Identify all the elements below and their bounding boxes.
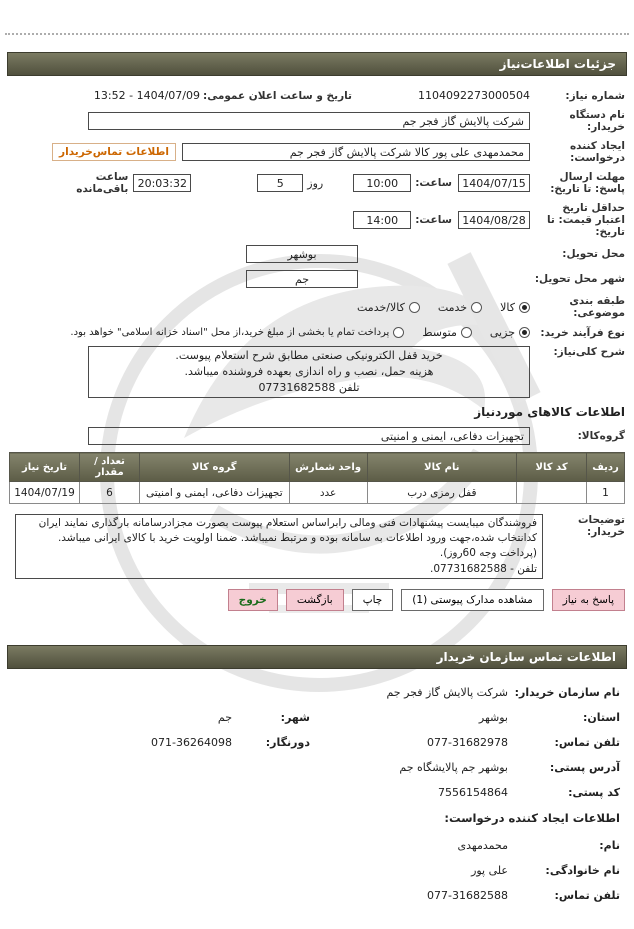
category-option-service-label: خدمت	[437, 300, 468, 314]
row-buyer-notes	[9, 514, 625, 579]
row-response-deadline	[9, 171, 625, 195]
fax-value: 071-36264098	[151, 735, 232, 749]
col-header-item-name: نام کالا	[367, 453, 517, 482]
creator-phone-value: 077-31682588	[427, 888, 508, 902]
treasury-payment-option[interactable]	[70, 327, 404, 338]
section-header-need-details: جزئیات اطلاعات‌نیاز	[7, 52, 627, 76]
need-description-field[interactable]: خرید قفل الکترونیکی صنعتی مطابق شرح استعلام پیوست. هزینه حمل، نصب و راه اندازی بعهده فروشنده میباشد. تلفن 07731682588	[88, 346, 530, 398]
row-need-number	[9, 89, 625, 102]
radio-unchecked-icon[interactable]	[461, 327, 472, 338]
radio-unchecked-icon[interactable]	[471, 302, 482, 313]
cell-unit: عدد	[289, 482, 367, 504]
org-name-value: شرکت پالایش گاز فجر جم	[386, 685, 508, 699]
delivery-city-label: شهر محل تحویل:	[534, 273, 625, 285]
days-unit-label: روز	[307, 176, 324, 190]
category-option-service[interactable]	[438, 301, 482, 314]
item-group-field[interactable]: تجهیزات دفاعی، ایمنی و امنیتی	[88, 427, 530, 445]
city-label: شهر:	[280, 710, 310, 724]
view-attachments-button[interactable]: مشاهده مدارک پیوستی (1)	[401, 589, 543, 611]
first-name-value: محمدمهدی	[457, 838, 508, 852]
buyer-org-field[interactable]: شرکت پالایش گاز فجر جم	[88, 112, 530, 130]
response-deadline-label: مهلت ارسال پاسخ: تا تاریخ:	[550, 171, 625, 195]
item-group-label: گروه‌کالا:	[577, 430, 625, 442]
divider-dotted	[5, 33, 629, 35]
row-org-name	[10, 686, 620, 699]
row-province-city	[10, 711, 620, 724]
back-button[interactable]: بازگشت	[286, 589, 344, 611]
request-creator-field[interactable]: محمدمهدی علی پور کالا شرکت پالایش گاز فجر جم	[182, 143, 530, 161]
row-first-name	[10, 839, 620, 852]
row-purchase-process-type	[9, 326, 625, 339]
request-creator-label: ایجاد کننده درخواست:	[569, 140, 625, 164]
countdown-timer: 20:03:32	[133, 174, 191, 192]
required-items-table	[9, 452, 625, 504]
price-validity-date-field[interactable]: 1404/08/28	[458, 211, 530, 229]
first-name-label: نام:	[599, 838, 620, 852]
respond-to-need-button[interactable]: پاسخ به نیاز	[552, 589, 625, 611]
table-header-row	[10, 453, 625, 482]
col-header-need-date: تاریخ نیاز	[10, 453, 80, 482]
exit-button[interactable]: خروج	[228, 589, 278, 611]
need-number-label: شماره نیاز:	[565, 89, 625, 102]
col-header-item-code: کد کالا	[517, 453, 587, 482]
deadline-date-field[interactable]: 1404/07/15	[458, 174, 530, 192]
city-value: جم	[217, 710, 232, 724]
cell-item-code	[517, 482, 587, 504]
delivery-city-field[interactable]: جم	[246, 270, 358, 288]
category-option-goods[interactable]	[500, 301, 530, 314]
postal-address-value: بوشهر جم پالایشگاه جم	[399, 760, 508, 774]
category-option-goods-service-label: کالا/خدمت	[357, 300, 405, 314]
cell-quantity: 6	[80, 482, 140, 504]
radio-checked-icon[interactable]	[519, 302, 530, 313]
table-row	[10, 482, 625, 504]
province-label: استان:	[583, 710, 620, 724]
purchase-process-label: نوع فرآیند خرید:	[540, 326, 625, 339]
countdown-label: ساعت باقی‌مانده	[76, 171, 129, 195]
category-option-goods-service[interactable]	[357, 301, 420, 314]
row-delivery-city	[9, 270, 625, 288]
delivery-province-label: محل تحویل:	[562, 248, 625, 260]
cell-item-name: قفل رمزی درب	[367, 482, 517, 504]
province-value: بوشهر	[478, 710, 508, 724]
radio-checked-icon[interactable]	[519, 327, 530, 338]
col-header-row-no: ردیف	[587, 453, 625, 482]
org-name-label: نام سازمان خریدار:	[514, 685, 620, 699]
postal-code-label: کد پستی:	[568, 785, 620, 799]
row-price-validity	[9, 202, 625, 238]
row-subject-category	[9, 295, 625, 319]
delivery-province-field[interactable]: بوشهر	[246, 245, 358, 263]
row-request-creator	[9, 140, 625, 164]
action-buttons-row	[9, 589, 625, 611]
row-postal-address	[10, 761, 620, 774]
need-description-label: شرح کلی‌نیاز:	[553, 346, 625, 358]
process-option-petty[interactable]	[490, 326, 530, 339]
last-name-value: علی پور	[471, 863, 508, 877]
category-option-goods-label: کالا	[500, 300, 515, 314]
price-validity-time-field[interactable]: 14:00	[353, 211, 411, 229]
price-validity-hour-label: ساعت:	[415, 214, 452, 226]
fax-label: دورنگار:	[265, 735, 310, 749]
announce-datetime-value: 1404/07/09 - 13:52	[93, 89, 200, 102]
days-remaining-field[interactable]: 5	[257, 174, 303, 192]
treasury-payment-label: پرداخت تمام یا بخشی از مبلغ خرید،از محل "اسناد خزانه اسلامی" خواهد بود.	[70, 327, 390, 338]
buyer-notes-field[interactable]: فروشندگان میبایست پیشنهادات فنی ومالی رابراساس استعلام پیوست بصورت مجزادرسامانه بارگذاری نمایند ایران کدانتخاب شده،جهت ورود اطلاعات به سامانه بوده و مرتبط نمیباشد. ضمنا اولویت خرید با کالای ایرانی میباشد. (پرداخت وجه 60روز). تلفن - 07731682588.	[15, 514, 543, 579]
row-postal-code	[10, 786, 620, 799]
row-last-name	[10, 864, 620, 877]
need-number-value: 1104092273000504	[418, 89, 530, 102]
cell-row-no: 1	[587, 482, 625, 504]
row-item-group	[9, 427, 625, 445]
org-phone-value: 077-31682978	[427, 735, 508, 749]
buyer-notes-label: توضیحات خریدار:	[577, 514, 625, 538]
row-delivery-province	[9, 245, 625, 263]
col-header-item-group: گروه کالا	[139, 453, 289, 482]
announce-datetime-label: تاریخ و ساعت اعلان عمومی:	[203, 89, 352, 102]
cell-need-date: 1404/07/19	[10, 482, 80, 504]
required-items-title: اطلاعات کالاهای موردنیاز	[474, 405, 625, 419]
postal-address-label: آدرس پستی:	[549, 760, 620, 774]
request-creator-info-title: اطلاعات ایجاد کننده درخواست:	[444, 810, 620, 825]
buyer-contact-link[interactable]: اطلاعات تماس‌خریدار	[52, 143, 176, 161]
cell-item-group: تجهیزات دفاعی، ایمنی و امنیتی	[139, 482, 289, 504]
last-name-label: نام خانوادگی:	[545, 863, 620, 877]
checkbox-unchecked-icon[interactable]	[393, 327, 404, 338]
col-header-unit: واحد شمارش	[289, 453, 367, 482]
section-header-org-contact: اطلاعات تماس سازمان خریدار	[7, 645, 627, 669]
subject-category-label: طبقه بندی موضوعی:	[569, 295, 625, 319]
postal-code-value: 7556154864	[438, 785, 508, 799]
row-creator-phone	[10, 889, 620, 902]
buyer-org-label: نام دستگاه خریدار:	[569, 109, 625, 133]
row-buyer-org	[9, 109, 625, 133]
radio-unchecked-icon[interactable]	[409, 302, 420, 313]
deadline-hour-label: ساعت:	[415, 177, 452, 189]
procurement-need-page	[0, 33, 634, 929]
process-option-petty-label: جزیی	[489, 326, 515, 339]
deadline-time-field[interactable]: 10:00	[353, 174, 411, 192]
col-header-quantity: تعداد / مقدار	[80, 453, 140, 482]
process-option-medium[interactable]	[422, 326, 472, 339]
print-button[interactable]: چاپ	[352, 589, 394, 611]
creator-phone-label: تلفن تماس:	[554, 888, 620, 902]
process-option-medium-label: متوسط	[422, 326, 457, 339]
row-phone-fax	[10, 736, 620, 749]
org-contact-section	[0, 678, 634, 902]
price-validity-label: حداقل تاریخ اعتبار قیمت: تا تاریخ:	[546, 202, 625, 238]
row-need-description	[9, 346, 625, 398]
need-details-form	[0, 85, 634, 611]
org-phone-label: تلفن تماس:	[554, 735, 620, 749]
